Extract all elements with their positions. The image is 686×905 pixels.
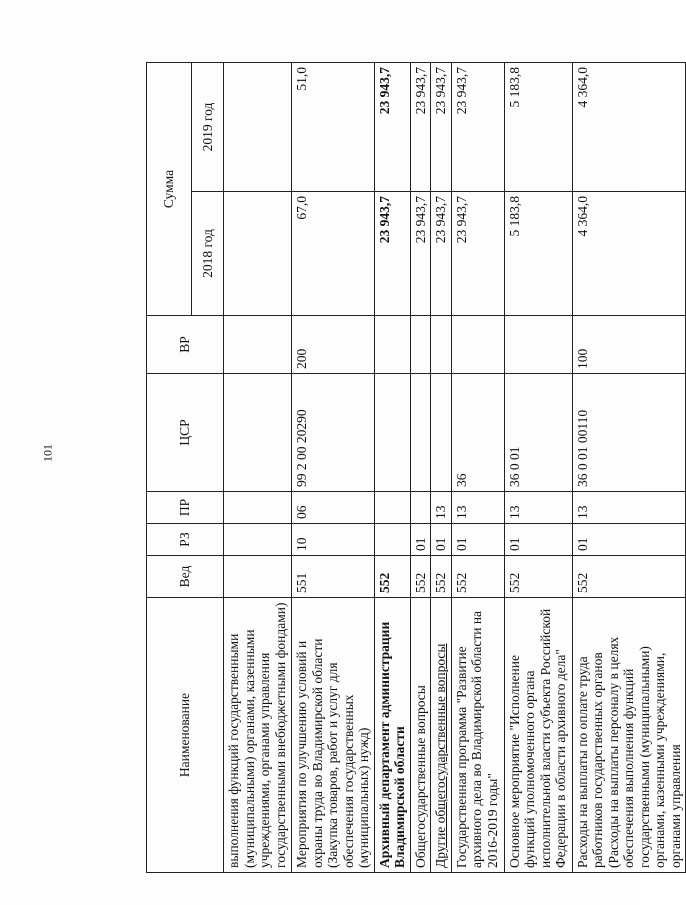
cell-vr (451, 316, 504, 374)
cell-2019: 23 943,7 (451, 62, 504, 191)
cell-csr (431, 374, 452, 492)
cell-rz: 01 (410, 524, 431, 556)
header-ved: Вед (147, 556, 224, 598)
cell-name: Мероприятия по улучшению условий и охраны труда во Владимирской области (Закупка товаров, работ и услуг для обеспечения государственных (муниципальных) нужд) (292, 598, 375, 873)
cell-vr: 100 (572, 316, 686, 374)
cell-vr (410, 316, 431, 374)
cell-ved: 552 (410, 556, 431, 598)
cell-name: Другие общегосударственные вопросы (431, 598, 452, 873)
cell-ved: 552 (374, 556, 410, 598)
table-row (410, 62, 431, 872)
cell-ved: 552 (504, 556, 572, 598)
cell-rz: 10 (292, 524, 375, 556)
cell-name: Расходы на выплаты по оплате труда работников государственных органов (Расходы на выплаты персоналу в целях обеспечения выполнения функций государственными (муниципальными) органами, казенными учреждениями, органами управления (572, 598, 686, 873)
cell-csr (374, 374, 410, 492)
cell-pr: 13 (504, 492, 572, 524)
cell-2019: 5 183,8 (504, 62, 572, 191)
cell-ved (224, 556, 292, 598)
page-number: 101 (40, 444, 55, 462)
cell-name: Государственная программа "Развитие архивного дела во Владимирской области на 2016-2019 годы" (451, 598, 504, 873)
cell-vr (431, 316, 452, 374)
table-row (572, 62, 686, 872)
cell-2019: 23 943,7 (374, 62, 410, 191)
cell-pr (374, 492, 410, 524)
cell-pr (224, 492, 292, 524)
cell-name: Общегосударственные вопросы (410, 598, 431, 873)
cell-2019: 23 943,7 (431, 62, 452, 191)
cell-2018: 5 183,8 (504, 192, 572, 316)
header-sum: Сумма (147, 62, 192, 315)
cell-2018: 4 364,0 (572, 192, 686, 316)
cell-pr: 06 (292, 492, 375, 524)
budget-table (146, 62, 686, 873)
rotated-table-container (146, 63, 683, 873)
table-row (451, 62, 504, 872)
cell-vr: 200 (292, 316, 375, 374)
cell-csr (224, 374, 292, 492)
cell-2019 (224, 62, 292, 191)
cell-rz (374, 524, 410, 556)
cell-2018: 23 943,7 (374, 192, 410, 316)
header-csr: ЦСР (147, 374, 224, 492)
cell-csr: 99 2 00 20290 (292, 374, 375, 492)
cell-rz: 01 (504, 524, 572, 556)
cell-2019: 4 364,0 (572, 62, 686, 191)
cell-2019: 51,0 (292, 62, 375, 191)
cell-name: выполнения функций государственными (муниципальными) органами, казенными учреждениями, органами управления государственными внебюджетными фондами) (224, 598, 292, 873)
cell-2018: 23 943,7 (451, 192, 504, 316)
cell-pr: 13 (431, 492, 452, 524)
cell-csr (410, 374, 431, 492)
header-name: Наименование (147, 598, 224, 873)
header-2018: 2018 год (192, 192, 224, 316)
cell-rz: 01 (431, 524, 452, 556)
cell-csr: 36 (451, 374, 504, 492)
cell-csr: 36 0 01 (504, 374, 572, 492)
table-row (224, 62, 292, 872)
cell-pr: 13 (572, 492, 686, 524)
cell-rz (224, 524, 292, 556)
cell-2018 (224, 192, 292, 316)
cell-ved: 552 (451, 556, 504, 598)
cell-ved: 551 (292, 556, 375, 598)
cell-rz: 01 (451, 524, 504, 556)
cell-vr (224, 316, 292, 374)
header-2019: 2019 год (192, 62, 224, 191)
cell-ved: 552 (572, 556, 686, 598)
cell-pr: 13 (451, 492, 504, 524)
header-pr: ПР (147, 492, 224, 524)
cell-2018: 23 943,7 (431, 192, 452, 316)
table-row (374, 62, 410, 872)
cell-vr (504, 316, 572, 374)
cell-name: Архивный департамент администрации Владимирской области (374, 598, 410, 873)
header-vr: ВР (147, 316, 224, 374)
cell-2018: 23 943,7 (410, 192, 431, 316)
header-rz: РЗ (147, 524, 224, 556)
cell-2019: 23 943,7 (410, 62, 431, 191)
cell-ved: 552 (431, 556, 452, 598)
table-row (292, 62, 375, 872)
cell-csr: 36 0 01 00110 (572, 374, 686, 492)
table-row (431, 62, 452, 872)
cell-2018: 67,0 (292, 192, 375, 316)
table-row (504, 62, 572, 872)
cell-name: Основное мероприятие "Исполнение функций уполномоченного органа исполнительной власти субъекта Российской Федерации в области архивного дела" (504, 598, 572, 873)
cell-pr (410, 492, 431, 524)
cell-rz: 01 (572, 524, 686, 556)
cell-vr (374, 316, 410, 374)
